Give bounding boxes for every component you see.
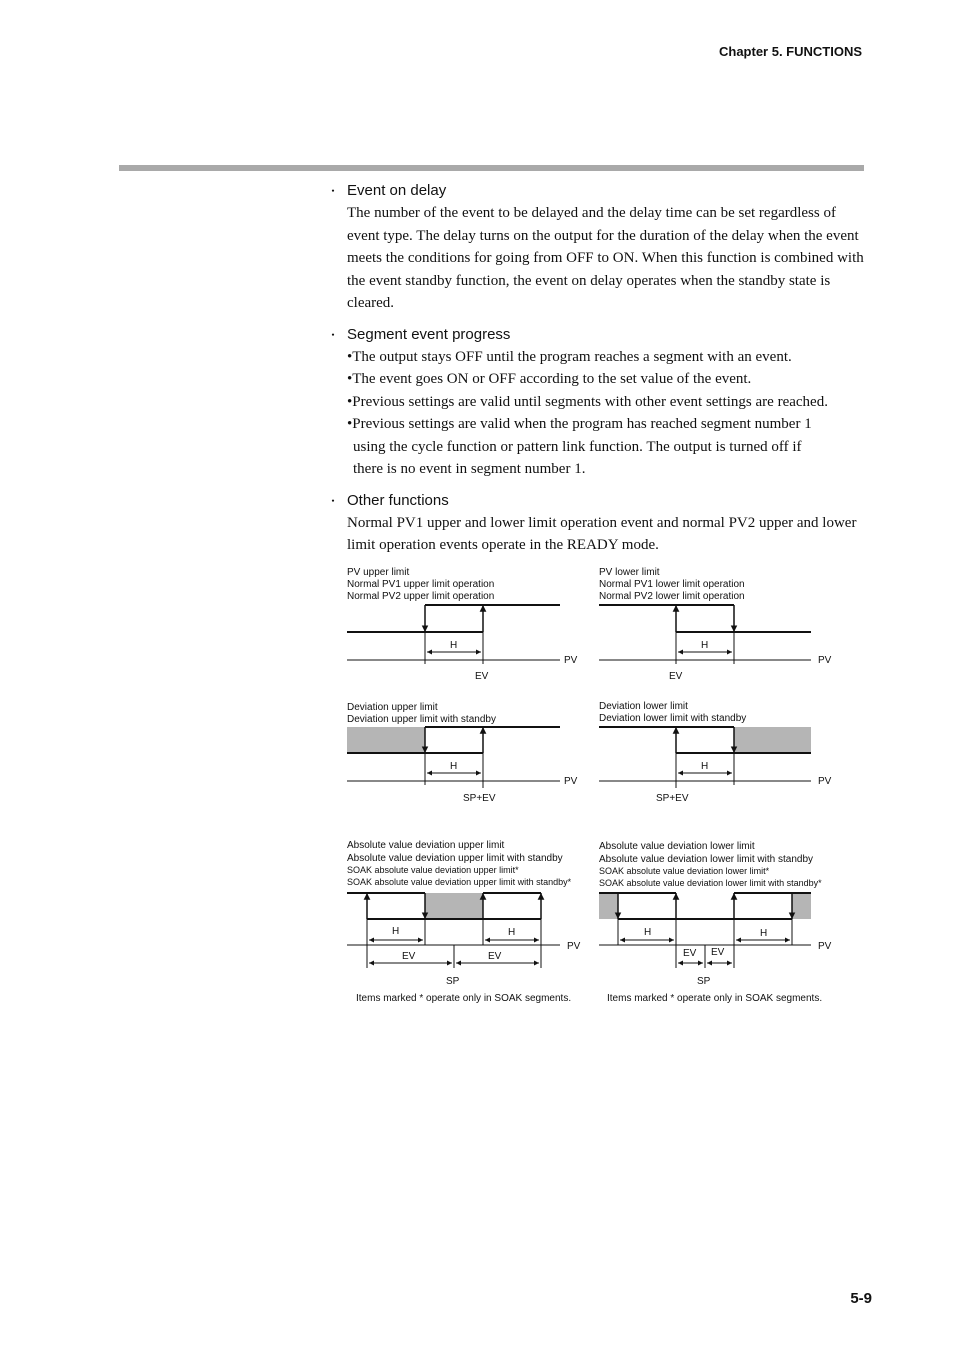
diagram-caption: SOAK absolute value deviation lower limit with standby* [599,878,822,888]
bullet-dot: ・ [327,493,340,508]
hysteresis-label: H [760,928,768,939]
diagram-caption: Absolute value deviation upper limit [347,840,505,851]
standby-region [599,893,618,919]
standby-region [425,893,483,919]
diagram-caption: Deviation lower limit [599,701,688,712]
section-title: Segment event progress [347,325,511,343]
diagram-caption: Absolute value deviation lower limit with standby [599,854,813,865]
footnote: Items marked * operate only in SOAK segments. [607,993,823,1004]
diagram-caption: Absolute value deviation lower limit [599,841,755,852]
diagram-caption: Normal PV1 upper limit operation [347,579,495,590]
section-body: Normal PV1 upper and lower limit operation event and normal PV2 upper and lower limit operation events operate in the READY mode. [347,514,857,553]
diagram-absolute-upper [347,840,581,1004]
bullet-continuation: there is no event in segment number 1. [353,461,586,477]
axis-label: PV [567,941,581,952]
axis-label: PV [564,655,578,666]
diagram-caption: Deviation upper limit with standby [347,714,496,725]
diagram-caption: SOAK absolute value deviation upper limit* [347,865,519,875]
hysteresis-label: H [450,640,458,651]
page-number: 5-9 [850,1290,872,1307]
hysteresis-label: H [450,761,458,772]
diagram-caption: SOAK absolute value deviation upper limit with standby* [347,877,572,887]
setpoint-label: SP+EV [656,793,689,804]
hysteresis-label: H [701,761,709,772]
diagram-deviation-lower [599,701,832,804]
standby-region [347,727,425,753]
bullet-item: •Previous settings are valid when the program has reached segment number 1 [347,416,812,432]
diagram-caption: Normal PV2 lower limit operation [599,591,745,602]
deviation-label: EV [683,948,697,959]
hysteresis-label: H [644,927,652,938]
deviation-label: EV [711,947,725,958]
setpoint-label: SP [446,976,460,987]
axis-label: PV [818,776,832,787]
axis-label: PV [818,941,832,952]
deviation-label: EV [488,951,502,962]
chapter-header: Chapter 5. FUNCTIONS [718,44,862,59]
setpoint-label: SP+EV [463,793,496,804]
setpoint-label: SP [697,976,711,987]
bullet-dot: ・ [327,327,340,342]
axis-label: PV [564,776,578,787]
footnote: Items marked * operate only in SOAK segments. [356,993,572,1004]
section-title: Event on delay [347,182,447,199]
setpoint-label: EV [669,671,683,682]
diagram-deviation-upper [347,702,578,804]
hysteresis-label: H [508,927,516,938]
bullet-dot: ・ [327,184,340,198]
hysteresis-label: H [701,640,709,651]
deviation-label: EV [402,951,416,962]
section-body: The number of the event to be delayed and the delay time can be set regardless of event type. The delay turns on the output for the duration of the delay when the event meets the conditions for going from OFF to ON. When this function is combined with the event standby function, the event on delay operates when the standby state is cleared. [347,205,864,311]
diagram-caption: SOAK absolute value deviation lower limit* [599,866,770,876]
diagram-caption: Absolute value deviation upper limit with standby [347,853,563,864]
bullet-item: •The event goes ON or OFF according to the set value of the event. [347,371,752,387]
standby-region [792,893,811,919]
section-title: Other functions [347,491,449,509]
standby-region [734,727,811,753]
diagram-caption: Deviation lower limit with standby [599,713,747,724]
diagram-pv-lower [599,567,832,682]
diagram-caption: Normal PV1 lower limit operation [599,579,745,590]
bullet-continuation: using the cycle function or pattern link function. The output is turned off if [353,438,802,455]
diagram-caption: Normal PV2 upper limit operation [347,591,495,602]
diagram-caption: Deviation upper limit [347,702,438,713]
setpoint-label: EV [475,671,489,682]
diagram-caption: PV lower limit [599,567,660,578]
bullet-item: •The output stays OFF until the program reaches a segment with an event. [347,348,792,365]
diagram-pv-upper [347,567,578,682]
axis-label: PV [818,655,832,666]
bullet-item: •Previous settings are valid until segments with other event settings are reached. [347,393,828,410]
hysteresis-label: H [392,926,400,937]
diagram-absolute-lower [599,841,832,1004]
diagram-caption: PV upper limit [347,567,410,578]
